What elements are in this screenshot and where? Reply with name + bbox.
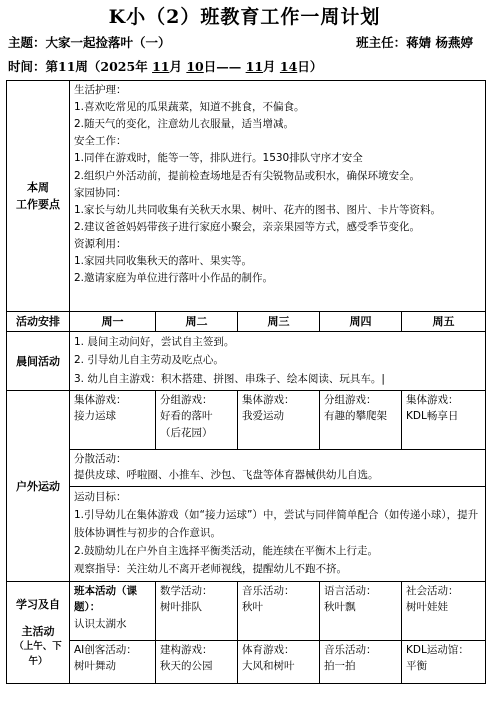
study-activity-value: 拍一拍 [324, 660, 356, 673]
morning-line: 1. 晨间主动问好，尝试自主签到。 [74, 336, 235, 349]
study-activity-value: 秋天的公园 [160, 660, 213, 673]
outdoor-goals-row [7, 487, 486, 582]
time-label: 时间： [8, 59, 46, 74]
key-points-header-line1: 本周 [27, 180, 49, 194]
morning-line: 3. 幼儿自主游戏：积木搭建、拼图、串珠子、绘本阅读、玩具车。| [74, 372, 385, 385]
study-header-line3: （上午、下午） [14, 640, 62, 667]
theme-line [8, 33, 171, 51]
key-point-line: 安全工作： [74, 135, 127, 148]
key-point-line: 资源利用： [74, 237, 127, 250]
key-points-header [7, 81, 70, 312]
study-row-1 [7, 582, 486, 641]
study-activity-label: AI创客活动： [74, 644, 137, 657]
page-title: K小（2）班教育工作一周计划 [108, 6, 381, 28]
schedule-header: 活动安排 [7, 312, 70, 332]
study-activity-label: 语言活动： [324, 585, 377, 598]
study-activity-value: 秋叶 [242, 601, 263, 614]
key-point-line: 1.家长与幼儿共同收集有关秋天水果、树叶、花卉的图书、图片、卡片等资料。 [74, 203, 442, 216]
teacher-line [356, 33, 473, 51]
time-month-end: 11 [245, 59, 264, 74]
study-row-2 [7, 641, 486, 684]
outdoor-game-value: 接力运球 [74, 410, 116, 423]
day-thursday: 周四 [320, 312, 402, 332]
study-activity-value: 秋叶飘 [324, 601, 356, 614]
goal-item: 1.引导幼儿在集体游戏（如“接力运球”）中，尝试与同伴简单配合（如传递小球），提升肢体协调性与初步的合作意识。 [74, 509, 479, 540]
outdoor-game-value: 有趣的攀爬架 [324, 410, 387, 423]
study-activity-cell [320, 641, 402, 684]
study-activity-label: 社会活动： [406, 585, 459, 598]
time-day-unit-end: 日） [297, 59, 323, 74]
outdoor-game-value: 好看的落叶（后花园） [160, 410, 213, 439]
study-header-line1: 学习及自 [16, 597, 60, 611]
study-header-line2: 主活动 [21, 624, 55, 638]
study-activity-label: 音乐活动： [242, 585, 295, 598]
outdoor-game-value: KDL畅享日 [406, 410, 459, 423]
time-day-end: 14 [279, 59, 298, 74]
goal-item: 2.鼓励幼儿在户外自主选择平衡类活动，能连续在平衡木上行走。 [74, 545, 379, 558]
outdoor-scattered-row [7, 450, 486, 487]
outdoor-games-row [7, 391, 486, 450]
morning-content [70, 332, 486, 391]
outdoor-goals-cell [70, 487, 486, 582]
morning-row [7, 332, 486, 391]
morning-line: 2. 引导幼儿自主劳动及吃点心。 [74, 354, 224, 367]
scattered-label: 分散活动： [74, 453, 127, 466]
theme-value: 大家一起捡落叶（一） [45, 35, 171, 50]
observe-text: 观察指导：关注幼儿不离开老师视线，提醒幼儿不跑不挤。 [74, 563, 347, 576]
study-activity-label: 建构游戏： [160, 644, 213, 657]
study-activity-value: 树叶舞动 [74, 660, 116, 673]
teacher-value: 蒋婧 杨燕婷 [406, 35, 473, 50]
study-activity-cell [238, 582, 320, 641]
key-point-line: 1.喜欢吃常见的瓜果蔬菜，知道不挑食，不偏食。 [74, 101, 305, 114]
teacher-label: 班主任： [356, 35, 407, 50]
day-monday: 周一 [70, 312, 156, 332]
study-activity-label: 音乐活动： [324, 644, 377, 657]
study-activity-cell [156, 582, 238, 641]
outdoor-game-cell [402, 391, 486, 450]
outdoor-game-value: 我爱运动 [242, 410, 284, 423]
study-activity-value: 大风和树叶 [242, 660, 295, 673]
outdoor-header: 户外运动 [7, 391, 70, 582]
key-point-line: 2.组织户外活动前，提前检查场地是否有尖锐物品或积水，确保环境安全。 [74, 169, 421, 182]
outdoor-game-cell [238, 391, 320, 450]
key-point-line: 2.建议爸爸妈妈带孩子进行家庭小聚会，亲亲果园等方式，感受季节变化。 [74, 220, 421, 233]
study-activity-value: 平衡 [406, 660, 427, 673]
plan-table [6, 80, 486, 684]
time-line [8, 57, 322, 75]
outdoor-game-cell [320, 391, 402, 450]
day-friday: 周五 [402, 312, 486, 332]
key-points-header-line2: 工作要点 [16, 198, 60, 211]
study-activity-label: 体育游戏： [242, 644, 295, 657]
study-activity-cell [402, 582, 486, 641]
outdoor-game-label: 集体游戏： [242, 394, 295, 407]
time-week: 第11周（2025年 [45, 59, 148, 74]
study-activity-cell [238, 641, 320, 684]
key-point-line: 1.家园共同收集秋天的落叶、果实等。 [74, 255, 253, 268]
theme-label: 主题： [8, 35, 46, 50]
time-day-start: 10 [186, 59, 204, 74]
outdoor-game-label: 集体游戏： [406, 394, 459, 407]
key-point-line: 2.随天气的变化，注意幼儿衣服量，适当增减。 [74, 118, 295, 131]
key-point-line: 1.同伴在游戏时，能等一等，排队进行。1530排队守序才安全 [74, 152, 363, 165]
morning-header: 晨间活动 [7, 332, 70, 391]
time-separator: —— [216, 59, 242, 74]
schedule-header-row [7, 312, 486, 332]
outdoor-game-label: 集体游戏： [74, 394, 127, 407]
outdoor-game-cell [156, 391, 238, 450]
study-header [7, 582, 70, 684]
day-wednesday: 周三 [238, 312, 320, 332]
study-activity-value: 树叶娃娃 [406, 601, 448, 614]
goals-label: 运动目标： [74, 491, 127, 504]
key-point-line: 家园协同： [74, 186, 127, 199]
study-activity-cell [402, 641, 486, 684]
outdoor-scattered-cell [70, 450, 486, 487]
study-activity-cell [320, 582, 402, 641]
study-activity-value: 认识太湖水 [74, 617, 127, 630]
study-activity-cell [70, 582, 156, 641]
outdoor-game-cell [70, 391, 156, 450]
outdoor-game-label: 分组游戏： [160, 394, 213, 407]
key-points-row [7, 81, 486, 312]
scattered-text: 提供皮球、呼啦圈、小推车、沙包、飞盘等体育器械供幼儿自选。 [74, 469, 379, 482]
time-month-unit-end: 月 [263, 59, 276, 74]
study-activity-cell [70, 641, 156, 684]
time-month-start: 11 [152, 59, 170, 74]
key-point-line: 生活护理： [74, 84, 127, 96]
outdoor-game-label: 分组游戏： [324, 394, 377, 407]
day-tuesday: 周二 [156, 312, 238, 332]
study-activity-label: 数学活动： [160, 585, 213, 598]
study-activity-cell [156, 641, 238, 684]
study-activity-label: KDL运动馆： [406, 644, 469, 657]
time-day-unit-start: 日 [203, 59, 217, 74]
study-activity-value: 树叶排队 [160, 601, 202, 614]
time-month-unit-start: 月 [169, 59, 182, 74]
key-point-line: 2.邀请家庭为单位进行落叶小作品的制作。 [74, 272, 274, 285]
key-points-content [70, 81, 486, 312]
study-activity-label: 班本活动（课题）： [74, 585, 137, 614]
